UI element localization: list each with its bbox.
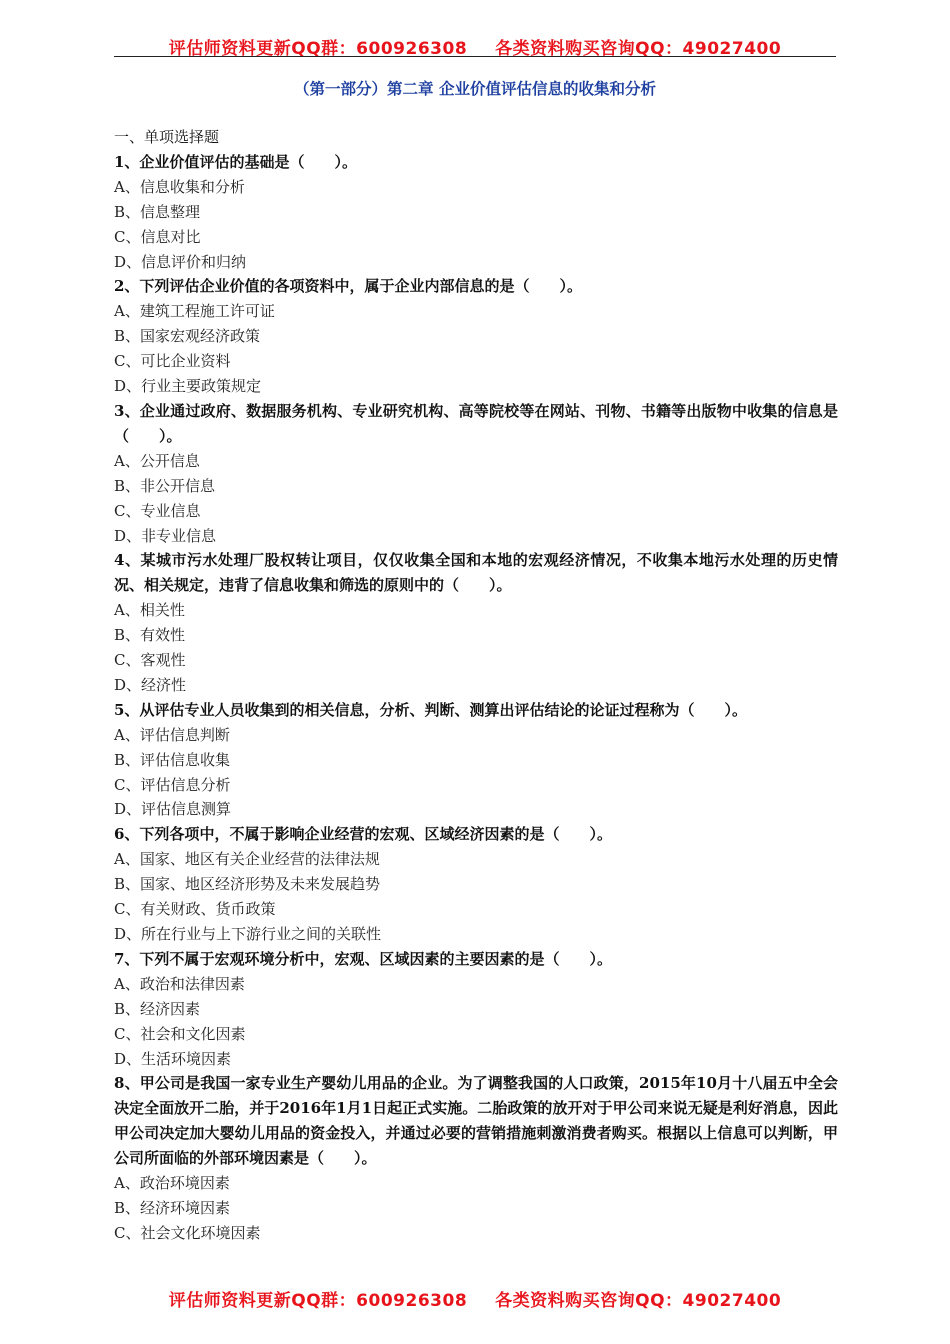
banner-qq-contact: 各类资料购买咨询QQ：49027400 — [495, 39, 782, 59]
question-text: 3、企业通过政府、数据服务机构、专业研究机构、高等院校等在网站、刊物、书籍等出版物中收集的信息是（ ）。 — [114, 401, 838, 445]
question-block — [114, 1071, 838, 1245]
option: C、有关财政、货币政策 — [114, 900, 276, 919]
option: B、信息整理 — [114, 202, 201, 221]
option: A、相关性 — [114, 601, 185, 620]
document-body — [114, 125, 838, 1246]
option: C、专业信息 — [114, 501, 201, 520]
option: C、评估信息分析 — [114, 775, 231, 794]
question-block — [114, 698, 838, 823]
option: B、国家、地区经济形势及未来发展趋势 — [114, 875, 381, 894]
banner-qq-group: 评估师资料更新QQ群：600926308 — [168, 39, 468, 59]
option: B、国家宏观经济政策 — [114, 327, 261, 346]
option: D、信息评价和归纳 — [114, 252, 247, 271]
question-text: 2、下列评估企业价值的各项资料中，属于企业内部信息的是（ ）。 — [114, 277, 582, 296]
question-block — [114, 548, 838, 697]
question-text: 6、下列各项中，不属于影响企业经营的宏观、区域经济因素的是（ ）。 — [114, 825, 612, 844]
footer-banner — [0, 1286, 950, 1311]
option: D、经济性 — [114, 675, 187, 694]
question-block — [114, 150, 838, 275]
option: D、生活环境因素 — [114, 1049, 232, 1068]
option: D、评估信息测算 — [114, 800, 232, 819]
question-text: 7、下列不属于宏观环境分析中，宏观、区域因素的主要因素的是（ ）。 — [114, 949, 612, 968]
banner-qq-contact: 各类资料购买咨询QQ：49027400 — [495, 1291, 782, 1311]
option: C、社会和文化因素 — [114, 1024, 246, 1043]
option: A、公开信息 — [114, 451, 200, 470]
question-block — [114, 822, 838, 947]
option: A、政治和法律因素 — [114, 974, 245, 993]
option: B、有效性 — [114, 626, 186, 645]
option: A、国家、地区有关企业经营的法律法规 — [114, 850, 380, 869]
option: C、社会文化环境因素 — [114, 1223, 261, 1242]
question-text: 8、甲公司是我国一家专业生产婴幼儿用品的企业。为了调整我国的人口政策，2015年10月十八届五中全会决定全面放开二胎，并于2016年1月1日起正式实施。二胎政策的放开对于甲公司来说无疑是利好消息，因此甲公司决定加大婴幼儿用品的资金投入，并通过必要的营销措施刺激消费者购买。根据以上信息可以判断，甲公司所面临的外部环境因素是（ ）。 — [114, 1074, 838, 1168]
page-title: （第一部分）第二章 企业价值评估信息的收集和分析 — [294, 79, 656, 98]
question-block — [114, 274, 838, 399]
option: B、经济因素 — [114, 999, 201, 1018]
option: B、评估信息收集 — [114, 750, 231, 769]
option: A、建筑工程施工许可证 — [114, 302, 275, 321]
option: C、可比企业资料 — [114, 352, 231, 371]
option: D、行业主要政策规定 — [114, 377, 262, 396]
option: B、经济环境因素 — [114, 1198, 231, 1217]
option: B、非公开信息 — [114, 476, 216, 495]
header-rule — [114, 56, 836, 57]
question-block — [114, 399, 838, 548]
question-text: 5、从评估专业人员收集到的相关信息，分析、判断、测算出评估结论的论证过程称为（ ）。 — [114, 700, 747, 719]
option: A、信息收集和分析 — [114, 177, 245, 196]
option: C、客观性 — [114, 651, 186, 670]
banner-qq-group: 评估师资料更新QQ群：600926308 — [168, 1291, 468, 1311]
option: C、信息对比 — [114, 227, 201, 246]
option: A、政治环境因素 — [114, 1174, 230, 1193]
option: D、非专业信息 — [114, 526, 217, 545]
question-text: 1、企业价值评估的基础是（ ）。 — [114, 152, 357, 171]
question-text: 4、某城市污水处理厂股权转让项目，仅仅收集全国和本地的宏观经济情况，不收集本地污水处理的历史情况、相关规定，违背了信息收集和筛选的原则中的（ ）。 — [114, 551, 838, 595]
option: D、所在行业与上下游行业之间的关联性 — [114, 925, 382, 943]
section-heading: 一、单项选择题 — [114, 128, 220, 146]
option: A、评估信息判断 — [114, 725, 230, 744]
question-block — [114, 947, 838, 1072]
